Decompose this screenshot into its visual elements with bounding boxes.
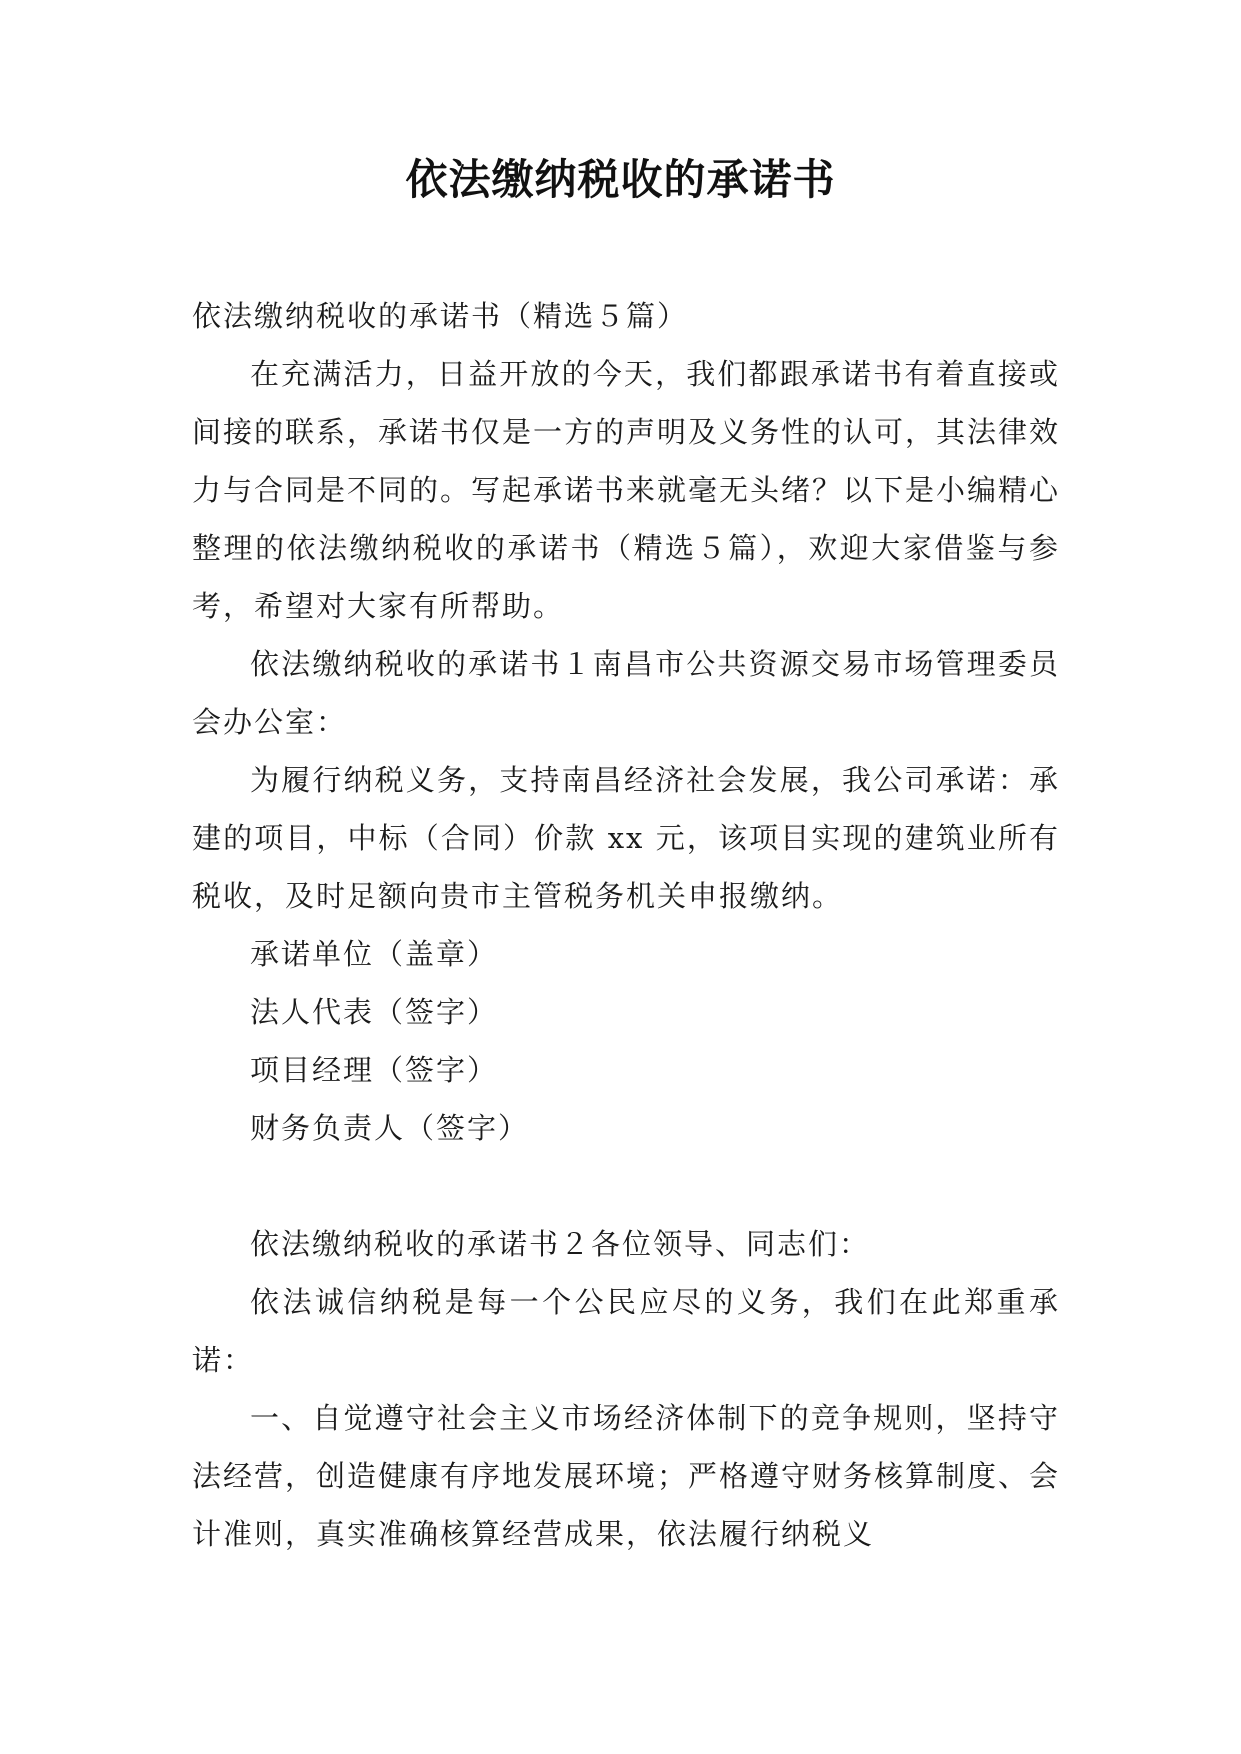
signature-line-legal-rep: 法人代表（签字） (250, 995, 499, 1029)
document-title: 依法缴纳税收的承诺书 (405, 155, 836, 204)
intro-paragraph: 在充满活力，日益开放的今天，我们都跟承诺书有着直接或间接的联系，承诺书仅是一方的声明及义务性的认可，其法律效力与合同是不同的。写起承诺书来就毫无头绪？以下是小编精心整理的依法缴纳税收的承诺书（精选５篇），欢迎大家借鉴与参考，希望对大家有所帮助。 (192, 357, 1061, 623)
letter1-heading: 依法缴纳税收的承诺书１南昌市公共资源交易市场管理委员会办公室： (192, 647, 1060, 739)
letter2-body-1: 依法诚信纳税是每一个公民应尽的义务，我们在此郑重承诺： (192, 1285, 1060, 1377)
document-body (192, 287, 1060, 1563)
document-subtitle: 依法缴纳税收的承诺书（精选５篇） (192, 299, 689, 333)
letter1-body: 为履行纳税义务，支持南昌经济社会发展，我公司承诺：承建的项目，中标（合同）价款 xx 元，该项目实现的建筑业所有税收，及时足额向贵市主管税务机关申报缴纳。 (192, 763, 1060, 913)
letter2-body-2: 一、自觉遵守社会主义市场经济体制下的竞争规则，坚持守法经营，创造健康有序地发展环境；严格遵守财务核算制度、会计准则，真实准确核算经营成果，依法履行纳税义 (192, 1401, 1061, 1551)
letter2-heading: 依法缴纳税收的承诺书２各位领导、同志们： (250, 1227, 871, 1261)
signature-line-project-manager: 项目经理（签字） (250, 1053, 499, 1087)
paragraph-gap (192, 1157, 1060, 1215)
signature-line-company: 承诺单位（盖章） (250, 937, 499, 971)
signature-line-finance-head: 财务负责人（签字） (250, 1111, 530, 1145)
